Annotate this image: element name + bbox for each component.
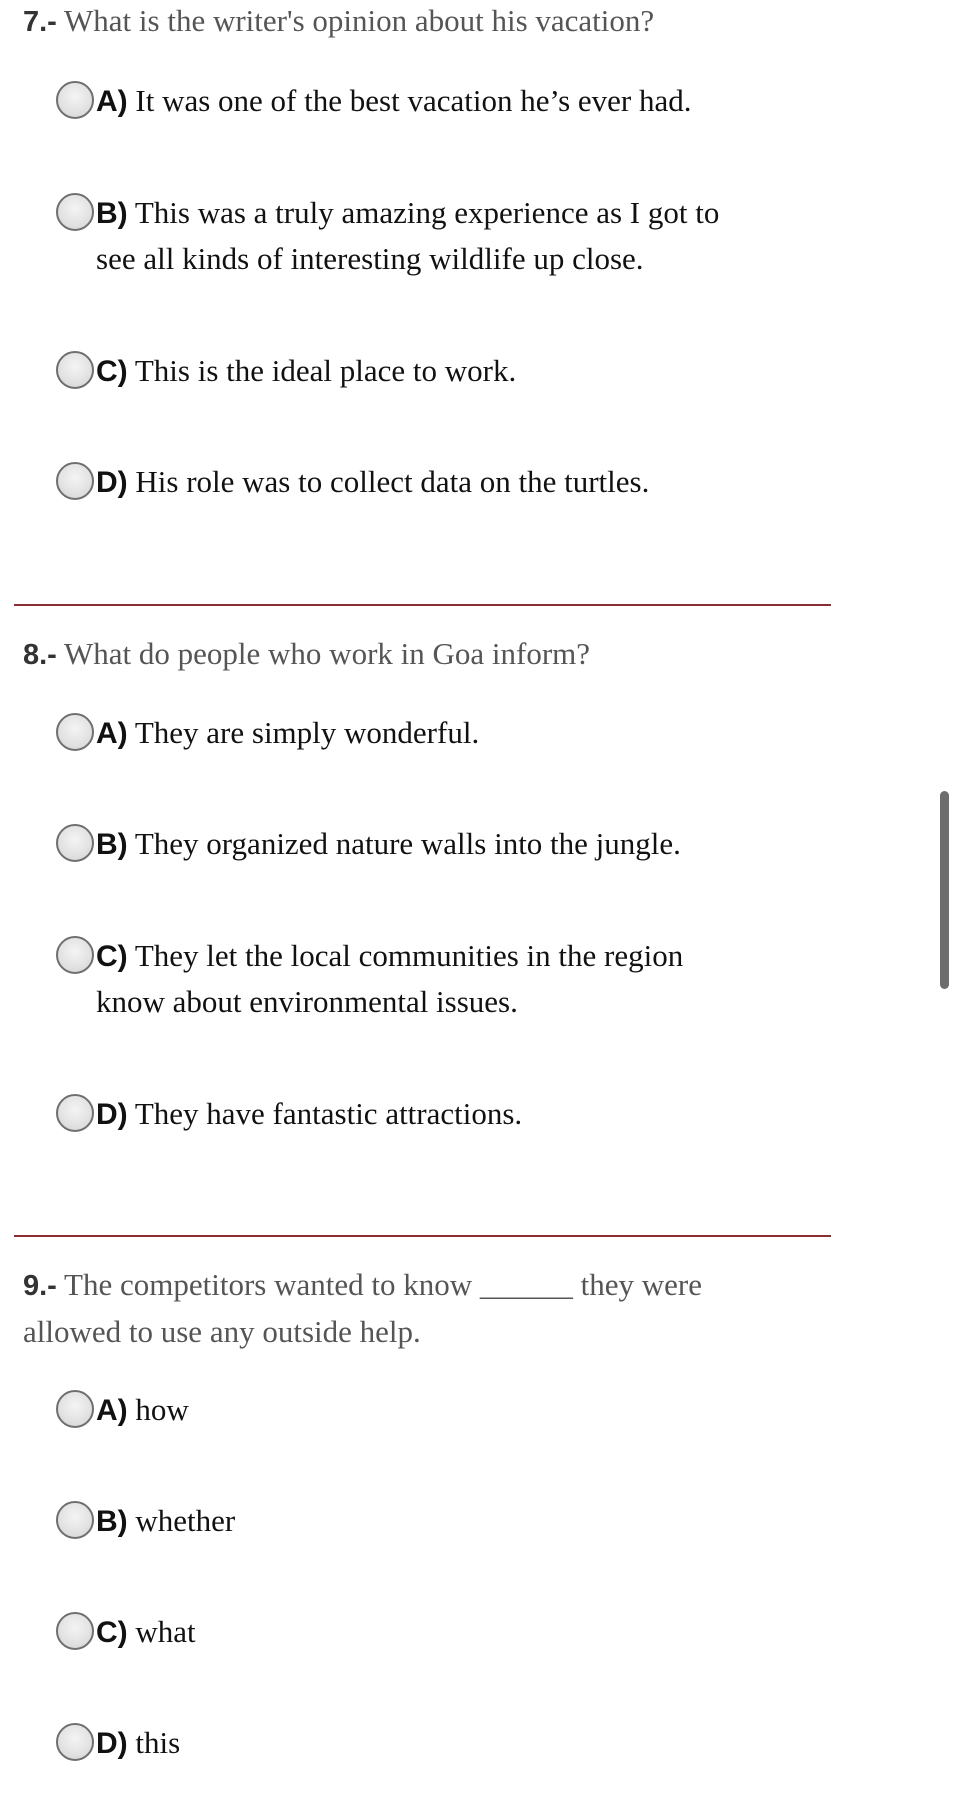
radio-button[interactable] (56, 1723, 94, 1761)
option-text: They let the local communities in the region know about environmental issues. (96, 938, 684, 1019)
radio-button[interactable] (56, 1390, 94, 1428)
option-label (96, 933, 716, 1024)
option-text: This was a truly amazing experience as I got to see all kinds of interesting wildlife up close. (96, 195, 720, 276)
option-letter: D) (96, 466, 128, 499)
option-letter: B) (96, 197, 128, 230)
radio-button[interactable] (56, 713, 94, 751)
radio-button[interactable] (56, 936, 94, 974)
option-label (96, 348, 776, 394)
vertical-scrollbar[interactable] (940, 791, 949, 989)
question-text: What is the writer's opinion about his vacation? (56, 3, 655, 38)
option-text: This is the ideal place to work. (127, 353, 517, 388)
question-number: 7.- (23, 6, 57, 38)
option-letter: C) (96, 1616, 128, 1649)
option-letter: B) (96, 828, 128, 861)
option-letter: D) (96, 1727, 128, 1760)
option-text: how (127, 1392, 189, 1427)
option-label (96, 1609, 776, 1655)
question-8-prompt (23, 631, 783, 678)
option-label (96, 78, 776, 124)
radio-button[interactable] (56, 1612, 94, 1650)
radio-button[interactable] (56, 81, 94, 119)
option-letter: A) (96, 1394, 128, 1427)
option-text: They are simply wonderful. (127, 715, 480, 750)
option-text: whether (127, 1503, 236, 1538)
radio-button[interactable] (56, 351, 94, 389)
option-letter: A) (96, 85, 128, 118)
option-text: They organized nature walls into the jungle. (127, 826, 681, 861)
option-text: this (127, 1725, 181, 1760)
option-label (96, 1091, 776, 1137)
option-letter: A) (96, 717, 128, 750)
option-label (96, 710, 776, 756)
option-text: They have fantastic attractions. (127, 1096, 523, 1131)
option-label (96, 1387, 776, 1433)
question-divider (14, 604, 831, 606)
option-label (96, 1720, 776, 1766)
question-text: The competitors wanted to know ______ they were allowed to use any outside help. (23, 1267, 702, 1349)
option-letter: D) (96, 1098, 128, 1131)
option-letter: B) (96, 1505, 128, 1538)
question-7-prompt (23, 0, 783, 45)
option-label (96, 190, 736, 281)
option-label (96, 459, 776, 505)
radio-button[interactable] (56, 1094, 94, 1132)
option-text: His role was to collect data on the turtles. (127, 464, 650, 499)
option-text: what (127, 1614, 196, 1649)
option-label (96, 821, 776, 867)
question-divider (14, 1235, 831, 1237)
option-letter: C) (96, 355, 128, 388)
option-text: It was one of the best vacation he’s ever had. (127, 83, 692, 118)
question-text: What do people who work in Goa inform? (56, 636, 591, 671)
question-number: 9.- (23, 1270, 57, 1302)
option-label (96, 1498, 776, 1544)
radio-button[interactable] (56, 824, 94, 862)
radio-button[interactable] (56, 1501, 94, 1539)
question-number: 8.- (23, 639, 57, 671)
radio-button[interactable] (56, 462, 94, 500)
option-letter: C) (96, 940, 128, 973)
radio-button[interactable] (56, 193, 94, 231)
question-9-prompt (23, 1262, 743, 1355)
